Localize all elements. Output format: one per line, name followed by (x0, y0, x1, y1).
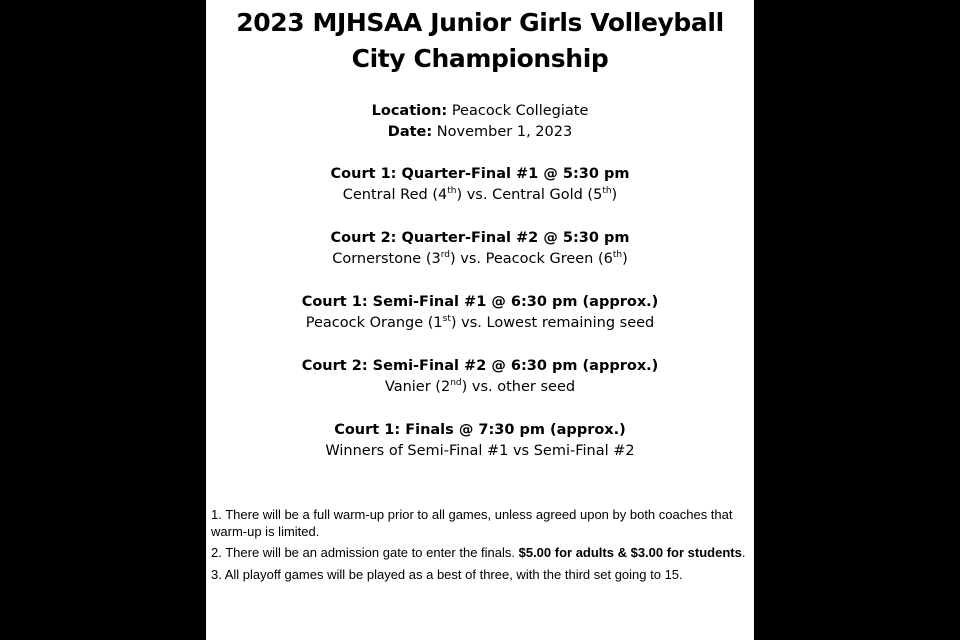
game-matchup: Winners of Semi-Final #1 vs Semi-Final #2 (325, 443, 635, 459)
date-label: Date: (387, 124, 433, 140)
date-value: November 1, 2023 (436, 124, 573, 140)
matchup-text: ) vs. Lowest remaining seed (450, 315, 655, 331)
matchup-text: Peacock Orange (1 (305, 315, 443, 331)
game-matchup (206, 313, 754, 334)
notes-section (211, 507, 751, 588)
matchup-text: Central Red (4 (342, 187, 448, 203)
matchup-text: ) (622, 251, 628, 267)
document-page (206, 0, 754, 640)
game-block (206, 228, 754, 270)
date-line (206, 122, 754, 143)
seed-suffix: th (447, 186, 457, 197)
matchup-text: ) vs. Peacock Green (6 (449, 251, 613, 267)
game-header: Court 1: Semi-Final #1 @ 6:30 pm (approx.) (301, 294, 659, 310)
game-block (206, 164, 754, 206)
note-2 (211, 545, 751, 562)
note-3: 3. All playoff games will be played as a best of three, with the third set going to 15. (211, 566, 683, 582)
page-title (206, 5, 754, 77)
note-text: 2. There will be an admission gate to enter the finals. (211, 545, 519, 560)
seed-suffix: th (612, 250, 623, 261)
admission-price: $5.00 for adults & $3.00 for students (518, 545, 742, 560)
title-line-1: 2023 MJHSAA Junior Girls Volleyball (236, 8, 724, 37)
location-line (206, 101, 754, 122)
matchup-text: ) (611, 187, 618, 203)
matchup-text: ) vs. Central Gold (5 (456, 187, 603, 203)
game-block (206, 292, 754, 334)
seed-suffix: nd (450, 378, 462, 389)
matchup-text: ) vs. other seed (461, 379, 576, 395)
matchup-text: Cornerstone (3 (332, 251, 441, 267)
seed-suffix: rd (440, 250, 450, 261)
game-block (206, 356, 754, 398)
game-header: Court 1: Quarter-Final #1 @ 5:30 pm (330, 166, 630, 182)
matchup-text: Vanier (2 (384, 379, 451, 395)
seed-suffix: st (442, 314, 451, 325)
seed-suffix: th (602, 186, 612, 197)
location-label: Location: (371, 103, 448, 119)
location-value: Peacock Collegiate (451, 103, 589, 119)
game-matchup (206, 185, 754, 206)
game-block (206, 420, 754, 462)
event-details (206, 101, 754, 143)
game-header: Court 1: Finals @ 7:30 pm (approx.) (334, 422, 626, 438)
game-matchup (206, 249, 754, 270)
game-header: Court 2: Quarter-Final #2 @ 5:30 pm (330, 230, 630, 246)
note-1: 1. There will be a full warm-up prior to all games, unless agreed upon by both coaches that warm-up is limited. (211, 507, 733, 539)
note-text: . (741, 545, 746, 560)
title-line-2: City Championship (351, 44, 609, 73)
game-matchup (206, 377, 754, 398)
game-header: Court 2: Semi-Final #2 @ 6:30 pm (approx.) (301, 358, 659, 374)
